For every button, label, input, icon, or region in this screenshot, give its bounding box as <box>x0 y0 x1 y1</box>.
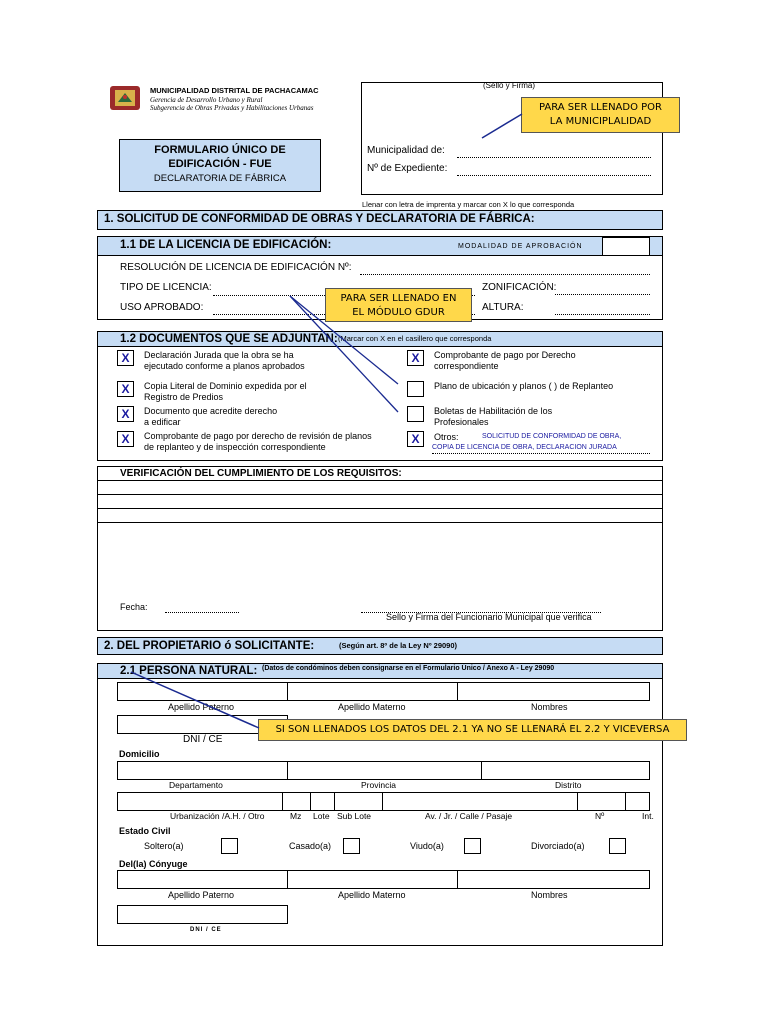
fecha-field[interactable] <box>165 612 239 613</box>
apellido-materno-field[interactable] <box>287 682 458 701</box>
section2-title: 2. DEL PROPIETARIO ó SOLICITANTE: <box>97 637 663 655</box>
conyuge-materno-label: Apellido Materno <box>338 890 406 900</box>
otros-text-1: SOLICITUD DE CONFORMIDAD DE OBRA, <box>482 433 622 440</box>
section12-title: 1.2 DOCUMENTOS QUE SE ADJUNTAN: <box>97 331 663 347</box>
note-persona: SI SON LLENADOS LOS DATOS DEL 2.1 YA NO SE LLENARÁ EL 2.2 Y VICEVERSA <box>258 719 687 741</box>
doc-left-2-check[interactable]: X <box>117 406 134 422</box>
doc-right-1-line1: Plano de ubicación y planos ( ) de Replanteo <box>434 381 614 391</box>
distrito-label: Distrito <box>555 780 582 790</box>
conyuge-dni-field[interactable] <box>117 905 288 924</box>
viudo-label: Viudo(a) <box>410 841 444 851</box>
doc-right-3-check[interactable]: X <box>407 431 424 447</box>
municipalidad-field[interactable] <box>457 157 651 158</box>
doc-left-2-line1: Documento que acredite derecho <box>144 406 278 416</box>
expediente-field[interactable] <box>457 175 651 176</box>
tipo-licencia-label: TIPO DE LICENCIA: <box>120 282 212 293</box>
doc-right-0-line1: Comprobante de pago por Derecho <box>434 350 576 360</box>
resolucion-field[interactable] <box>360 274 650 275</box>
sello-funcionario-label: Sello y Firma del Funcionario Municipal que verifica <box>386 612 592 622</box>
provincia-field[interactable] <box>287 761 482 780</box>
altura-label: ALTURA: <box>482 302 524 313</box>
section12-note: (Marcar con X en el casillero que corresponda <box>338 334 492 343</box>
doc-left-0-line2: ejecutado conforme a planos aprobados <box>144 361 305 371</box>
mz-label: Mz <box>290 811 302 821</box>
instruction-text: Llenar con letra de imprenta y marcar con X lo que corresponda <box>362 200 575 209</box>
soltero-checkbox[interactable] <box>221 838 238 854</box>
departamento-field[interactable] <box>117 761 288 780</box>
section2-title-note: (Según art. 8º de la Ley Nº 29090) <box>339 641 458 650</box>
doc-right-2-line1: Boletas de Habilitación de los <box>434 406 553 416</box>
interior-label: Int. <box>642 811 654 821</box>
org-subtitle-2: Subgerencia de Obras Privadas y Habilitaciones Urbanas <box>150 104 314 112</box>
org-name: MUNICIPALIDAD DISTRITAL DE PACHACAMAC <box>150 86 319 95</box>
viudo-checkbox[interactable] <box>464 838 481 854</box>
form-title-line1: FORMULARIO ÚNICO DE <box>154 144 286 156</box>
doc-left-3-line2: de replanteo y de inspección correspondiente <box>144 442 326 452</box>
org-subtitle-1: Gerencia de Desarrollo Urbano y Rural <box>150 96 263 104</box>
divorciado-label: Divorciado(a) <box>531 841 585 851</box>
verificacion-row-2 <box>97 494 663 495</box>
verificacion-row-1 <box>97 480 663 481</box>
conyuge-paterno-field[interactable] <box>117 870 288 889</box>
uso-aprobado-label: USO APROBADO: <box>120 302 204 313</box>
conyuge-materno-field[interactable] <box>287 870 458 889</box>
doc-left-2-line2: a edificar <box>144 417 181 427</box>
verificacion-title: VERIFICACIÓN DEL CUMPLIMIENTO DE LOS REQUISITOS: <box>120 468 402 479</box>
doc-left-0-line1: Declaración Jurada que la obra se ha <box>144 350 294 360</box>
doc-right-0-line2: correspondiente <box>434 361 499 371</box>
casado-checkbox[interactable] <box>343 838 360 854</box>
note-gdur: PARA SER LLENADO EN EL MÓDULO GDUR <box>325 288 472 322</box>
dni-label: DNI / CE <box>183 734 223 745</box>
altura-field[interactable] <box>555 314 650 315</box>
note-persona-arrow <box>125 668 265 734</box>
section21-note: (Datos de condóminos deben consignarse en el Formulario Único / Anexo A - Ley 29090 <box>262 665 555 672</box>
urbanizacion-label: Urbanización /A.H. / Otro <box>170 811 265 821</box>
doc-left-1-check[interactable]: X <box>117 381 134 397</box>
lote-label: Lote <box>313 811 330 821</box>
mz-field[interactable] <box>282 792 311 811</box>
verificacion-row-3 <box>97 508 663 509</box>
zonificacion-field[interactable] <box>555 294 650 295</box>
doc-right-3-line1: Otros: <box>434 432 459 442</box>
section21-title: 2.1 PERSONA NATURAL: <box>97 663 663 679</box>
casado-label: Casado(a) <box>289 841 332 851</box>
doc-left-1-line2: Registro de Predios <box>144 392 224 402</box>
interior-field[interactable] <box>625 792 650 811</box>
doc-left-3-line1: Comprobante de pago por derecho de revisión de planos <box>144 431 372 441</box>
modalidad-field[interactable] <box>602 237 650 256</box>
nombres-field[interactable] <box>457 682 650 701</box>
urbanizacion-field[interactable] <box>117 792 283 811</box>
domicilio-label: Domicilio <box>119 749 160 759</box>
form-title-box <box>119 139 321 192</box>
municipalidad-label: Municipalidad de: <box>367 145 445 156</box>
note-municipalidad-arrow <box>478 110 528 142</box>
nombres-label: Nombres <box>531 702 568 712</box>
numero-field[interactable] <box>577 792 626 811</box>
gdur-pointer-lines <box>280 290 420 420</box>
municipal-logo <box>106 82 144 114</box>
doc-right-0-check[interactable]: X <box>407 350 424 366</box>
expediente-label: Nº de Expediente: <box>367 163 448 174</box>
resolucion-label: RESOLUCIÓN DE LICENCIA DE EDIFICACIÓN Nº: <box>120 262 352 273</box>
via-label: Av. / Jr. / Calle / Pasaje <box>425 811 513 821</box>
fecha-label: Fecha: <box>120 602 148 612</box>
apellido-materno-label: Apellido Materno <box>338 702 406 712</box>
otros-field[interactable] <box>432 453 650 454</box>
doc-left-1-line1: Copia Literal de Dominio expedida por el <box>144 381 307 391</box>
verificacion-row-4 <box>97 522 663 523</box>
conyuge-nombres-label: Nombres <box>531 890 568 900</box>
via-field[interactable] <box>382 792 578 811</box>
distrito-field[interactable] <box>481 761 650 780</box>
estado-civil-label: Estado Civil <box>119 826 171 836</box>
conyuge-label: Del(la) Cónyuge <box>119 859 188 869</box>
doc-left-3-check[interactable]: X <box>117 431 134 447</box>
conyuge-nombres-field[interactable] <box>457 870 650 889</box>
apellido-paterno-label: Apellido Paterno <box>168 702 235 712</box>
lote-field[interactable] <box>310 792 335 811</box>
verificacion-box <box>97 466 663 631</box>
doc-right-2-line2: Profesionales <box>434 417 489 427</box>
note-municipalidad: PARA SER LLENADO POR LA MUNICIPLALIDAD <box>521 97 680 133</box>
sublote-field[interactable] <box>334 792 383 811</box>
coat-of-arms-icon <box>106 82 144 114</box>
conyuge-dni-label: DNI / CE <box>190 927 222 933</box>
form-title-line2: EDIFICACIÓN - FUE <box>168 158 272 170</box>
departamento-label: Departamento <box>169 780 223 790</box>
sello-label: (Sello y Firma) <box>483 81 536 90</box>
numero-label: Nº <box>595 811 605 821</box>
section11-title: 1.1 DE LA LICENCIA DE EDIFICACIÓN: <box>97 236 663 256</box>
form-title-line3: DECLARATORIA DE FÁBRICA <box>153 173 287 184</box>
zonificacion-label: ZONIFICACIÓN: <box>482 282 557 293</box>
provincia-label: Provincia <box>361 780 396 790</box>
sublote-label: Sub Lote <box>337 811 372 821</box>
soltero-label: Soltero(a) <box>144 841 184 851</box>
otros-text-2: COPIA DE LICENCIA DE OBRA, DECLARACION JURADA <box>432 444 617 451</box>
conyuge-paterno-label: Apellido Paterno <box>168 890 235 900</box>
divorciado-checkbox[interactable] <box>609 838 626 854</box>
doc-left-0-check[interactable]: X <box>117 350 134 366</box>
section1-title: 1. SOLICITUD DE CONFORMIDAD DE OBRAS Y DECLARATORIA DE FÁBRICA: <box>97 210 663 230</box>
modalidad-label: MODALIDAD DE APROBACIÓN <box>458 243 583 250</box>
